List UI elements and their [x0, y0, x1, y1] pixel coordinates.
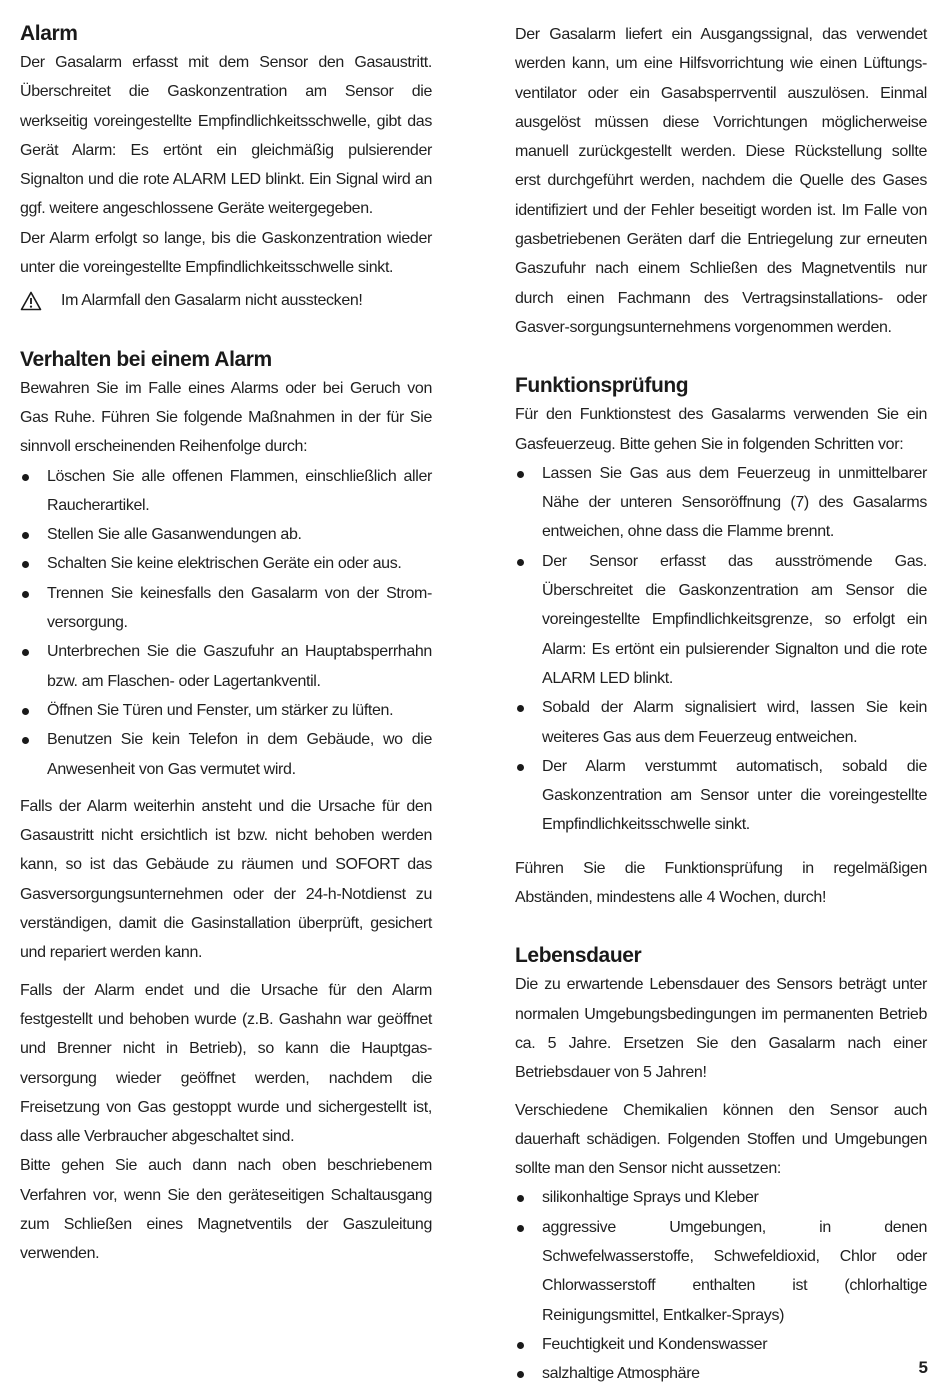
list-item: Benutzen Sie kein Telefon in dem Gebäude, wo die Anwesenheit von Gas vermutet wird. [20, 725, 432, 784]
bullet [517, 1342, 524, 1349]
list-item: silikonhaltige Sprays und Kleber [515, 1183, 927, 1212]
heading-alarm: Alarm [20, 22, 78, 45]
list-item: aggressive Umgebungen, in denen Schwefelwasserstoffe, Schwefeldioxid, Chlor oder Chlorwasserstoff enthalten ist (chlorhaltige Reinigungsmittel, Entkalker-Sprays) [515, 1213, 927, 1330]
verhalten-paragraph-falls-2: Falls der Alarm endet und die Ursache für den Alarm festgestellt und behoben wurde (z.B. Gashahn war geöffnet und Brenner nicht in Betrieb), so kann die Hauptgas-versorgung wieder geöffnet werden, nachdem die Freisetzung von Gas gestoppt wurde und sichergestellt ist, dass alle Verbraucher abgeschaltet sind. [20, 981, 432, 1146]
bullet [22, 708, 29, 715]
bullet [517, 1195, 524, 1202]
bullet [517, 1225, 524, 1232]
list-item: Stellen Sie alle Gasanwendungen ab. [20, 520, 432, 549]
list-item: salzhaltige Atmosphäre [515, 1359, 927, 1388]
warning-text: Im Alarmfall den Gasalarm nicht ausstecken! [61, 292, 363, 310]
verhalten-paragraph-bitte: Bitte gehen Sie auch dann nach oben beschriebenem Verfahren vor, wenn Sie den geräteseitigen Schaltausgang zum Schließen eines Magnetventils der Gaszuleitung verwenden. [20, 1157, 432, 1263]
list-item: Der Sensor erfasst das ausströmende Gas. Überschreitet die Gaskonzentration am Sensor die voreingestellte Empfindlichkeitsgrenze, so erfolgt ein Alarm: Es ertönt ein pulsierender Signalton und die rote ALARM LED blinkt. [515, 547, 927, 693]
bullet [22, 649, 29, 656]
section-verhalten [20, 346, 432, 1269]
verhalten-intro: Bewahren Sie im Falle eines Alarms oder bei Geruch von Gas Ruhe. Führen Sie folgende Maßnahmen in der für Sie sinnvoll erscheinenden Reihenfolge durch: [20, 379, 432, 456]
warning-note [20, 286, 432, 315]
list-item: Öffnen Sie Türen und Fenster, um stärker zu lüften. [20, 696, 432, 725]
ausgangssignal-paragraph: Der Gasalarm liefert ein Ausgangssignal, das verwendet werden kann, um eine Hilfsvorrichtung wie einen Lüftungs-ventilator oder ein Gasabsperrventil auszulösen. Einmal ausgelöst müssen diese Vorrichtungen möglicherweise manuell zurückgestellt werden. Diese Rückstellung sollte erst durchgeführt werden, nachdem die Quelle des Gases identifiziert und der Fehler beseitigt worden ist. Im Falle von gasbetriebenen Geräten darf die Entriegelung zur erneuten Gaszufuhr nach einem Schließen des Magnetventils nur durch einen Fachmann des Vertragsinstallations- oder Gasver-sorgungsunternehmens vorgenommen werden. [515, 26, 927, 336]
verhalten-paragraph-falls-1: Falls der Alarm weiterhin ansteht und die Ursache für den Gasaustritt nicht ersichtlich ist bzw. nicht behoben werden kann, so ist das Gebäude zu räumen und SOFORT das Gasversorgungsunternehmen oder der 24-h-Notdienst zu verständigen, damit die Gasinstallation überprüft, gesichert und repariert werden kann. [20, 797, 432, 962]
left-column [20, 20, 432, 1269]
lebensdauer-paragraph-2: Verschiedene Chemikalien können den Sensor auch dauerhaft schädigen. Folgenden Stoffen und Umgebungen sollte man den Sensor nicht aussetzen: [515, 1101, 927, 1178]
warning-triangle-icon [20, 291, 42, 311]
bullet [22, 591, 29, 598]
bullet [517, 705, 524, 712]
bullet [22, 737, 29, 744]
alarm-paragraph-2: Der Alarm erfolgt so lange, bis die Gaskonzentration wieder unter die voreingestellte Empfindlichkeitsschwelle sinkt. [20, 229, 432, 277]
alarm-paragraph-1: Der Gasalarm erfasst mit dem Sensor den Gasaustritt. Überschreitet die Gaskonzentration am Sensor die werkseitig voreingestellte Empfindlichkeitsschwelle, gibt das Gerät Alarm: Es ertönt ein gleichmäßig pulsierender Signalton und die rote ALARM LED blinkt. Ein Signal wird an ggf. weitere angeschlossene Geräte weitergegeben. [20, 54, 432, 218]
page-number: 5 [918, 1358, 928, 1377]
heading-lebensdauer: Lebensdauer [515, 944, 642, 968]
list-item: Löschen Sie alle offenen Flammen, einschließlich aller Raucherartikel. [20, 462, 432, 521]
funktion-list [515, 459, 927, 840]
bullet [517, 559, 524, 566]
funktion-intro: Für den Funktionstest des Gasalarms verwenden Sie ein Gasfeuerzeug. Bitte gehen Sie in folgenden Schritten vor: [515, 406, 927, 453]
list-item: Sobald der Alarm signalisiert wird, lassen Sie kein weiteres Gas aus dem Feuerzeug entweichen. [515, 693, 927, 752]
list-item: Feuchtigkeit und Kondenswasser [515, 1330, 927, 1359]
bullet [22, 532, 29, 539]
right-column [515, 20, 927, 1388]
funktion-outro: Führen Sie die Funktionsprüfung in regelmäßigen Abständen, mindestens alle 4 Wochen, durch! [515, 859, 927, 907]
verhalten-list [20, 462, 432, 784]
list-item: Lassen Sie Gas aus dem Feuerzeug in unmittelbarer Nähe der unteren Sensoröffnung (7) des Gasalarms entweichen, ohne dass die Flamme brennt. [515, 459, 927, 547]
lebensdauer-list [515, 1183, 927, 1388]
bullet [22, 474, 29, 481]
heading-verhalten: Verhalten bei einem Alarm [20, 347, 272, 371]
list-item: Schalten Sie keine elektrischen Geräte ein oder aus. [20, 549, 432, 578]
bullet [517, 471, 524, 478]
bullet [22, 561, 29, 568]
bullet [517, 764, 524, 771]
list-item: Unterbrechen Sie die Gaszufuhr an Hauptabsperrhahn bzw. am Flaschen- oder Lagertankventil. [20, 637, 432, 696]
lebensdauer-paragraph-1: Die zu erwartende Lebensdauer des Sensors beträgt unter normalen Umgebungsbedingungen im permanenten Betrieb ca. 5 Jahre. Ersetzen Sie den Gasalarm nach einer Betriebsdauer von 5 Jahren! [515, 976, 927, 1082]
heading-funktionspruefung: Funktionsprüfung [515, 374, 689, 398]
list-item: Trennen Sie keinesfalls den Gasalarm von der Strom-versorgung. [20, 579, 432, 638]
section-funktionspruefung [515, 372, 927, 912]
list-item: Der Alarm verstummt automatisch, sobald die Gaskonzentration am Sensor unter die voreingestellte Empfindlichkeitsschwelle sinkt. [515, 752, 927, 840]
bullet [517, 1371, 524, 1378]
section-lebensdauer [515, 942, 927, 1388]
